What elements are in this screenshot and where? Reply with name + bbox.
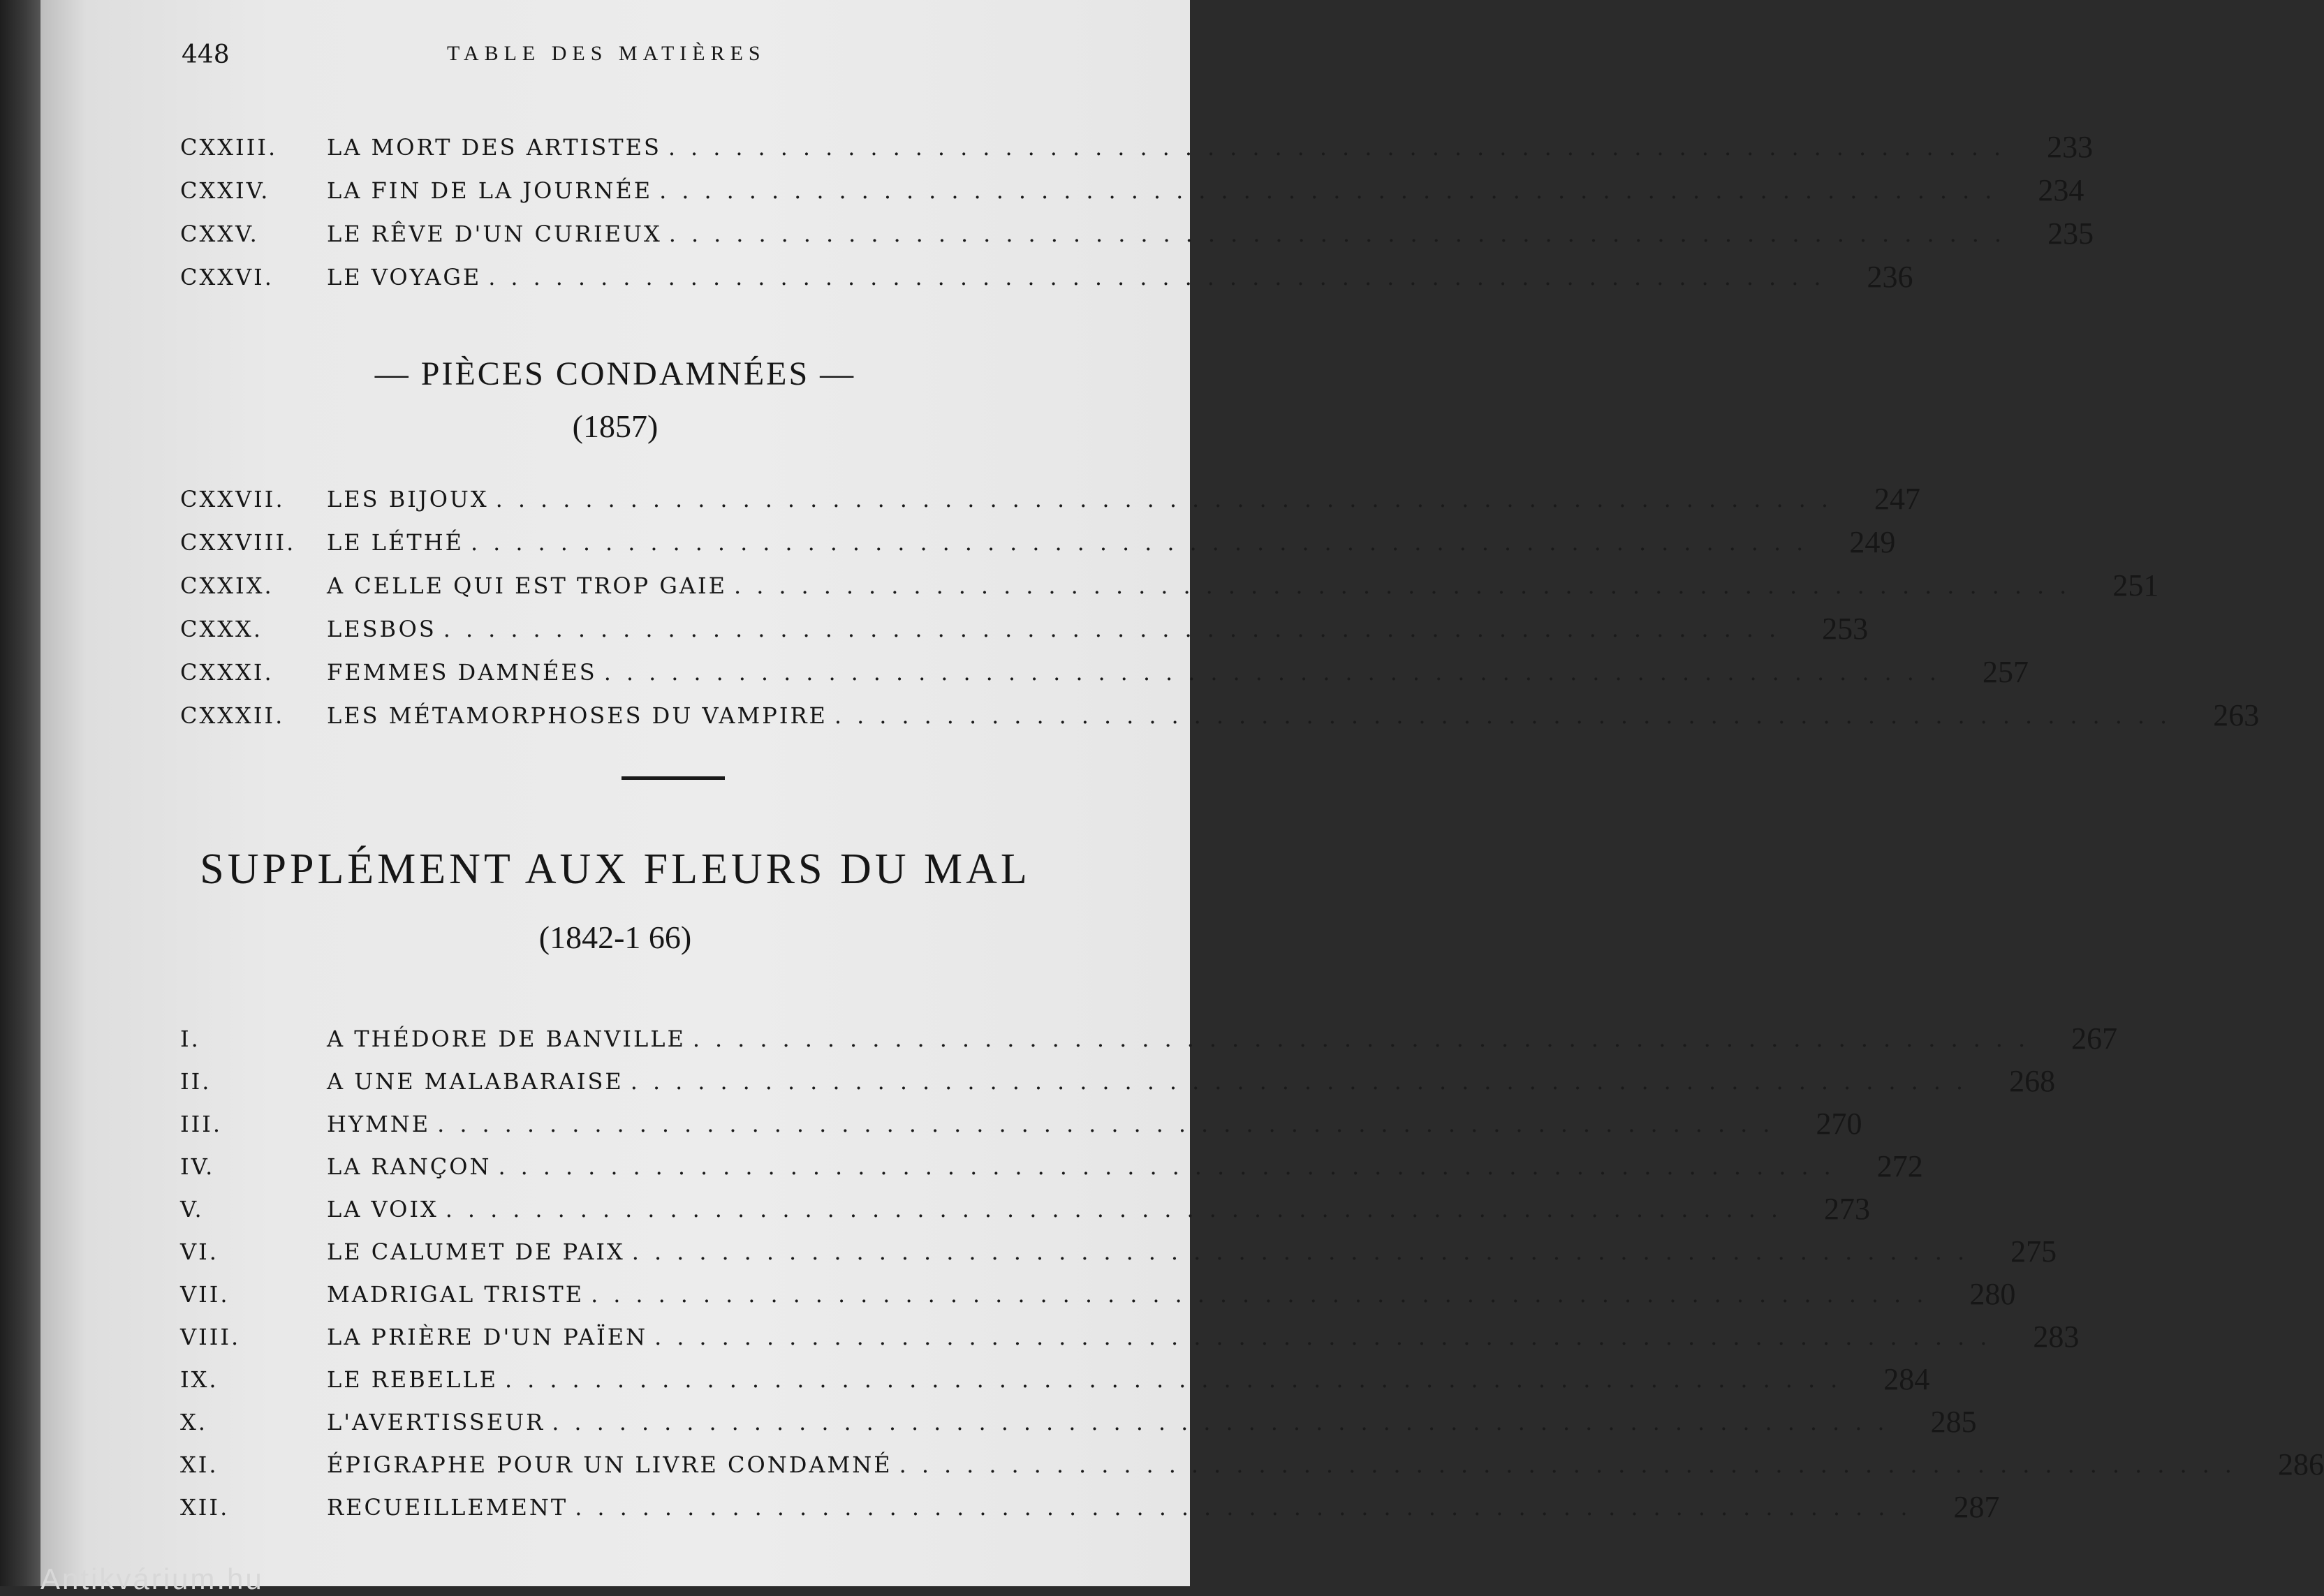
entry-title-leader: [327, 1239, 1980, 1271]
toc-entry: [180, 1313, 2080, 1356]
dot-leader: ............................................................: [899, 1451, 2247, 1478]
entry-title-leader: [327, 134, 2016, 166]
dot-leader: ............................................................: [552, 1409, 1900, 1435]
entry-title: LA MORT DES ARTISTES: [327, 134, 661, 161]
entry-page-number: 249: [1849, 525, 1896, 559]
entry-numeral: VIII.: [180, 1324, 241, 1350]
entry-title-leader: [327, 1451, 2247, 1484]
toc-entry: [180, 475, 1920, 518]
toc-entry: [180, 518, 1896, 561]
dot-leader: ............................................................: [654, 1324, 2003, 1350]
entry-title-leader: [327, 1153, 1846, 1185]
toc-entry: [180, 1185, 1871, 1228]
dot-leader: ............................................................: [575, 1494, 1923, 1521]
entry-numeral: IV.: [180, 1153, 215, 1180]
entry-numeral: CXXVII.: [180, 486, 285, 512]
entry-title-leader: [327, 616, 1791, 648]
entry-title-leader: [327, 1409, 1900, 1441]
entry-title-leader: [327, 702, 2182, 734]
dot-leader: ............................................................: [504, 1366, 1853, 1393]
entry-page-number: 273: [1824, 1192, 1871, 1226]
book-page: [41, 0, 2324, 1595]
entry-page-number: 253: [1822, 612, 1869, 646]
entry-page-number: 263: [2213, 698, 2260, 732]
dot-leader: ............................................................: [603, 659, 1952, 686]
section-year-supplement: (1842-1 66): [538, 919, 692, 955]
toc-section-supplement: [180, 1015, 2324, 1526]
entry-numeral: II.: [180, 1068, 212, 1095]
toc-entry: [180, 691, 2260, 734]
dot-leader: ............................................................: [630, 1068, 1979, 1095]
entry-numeral: V.: [180, 1196, 204, 1222]
entry-title-leader: [327, 659, 1952, 691]
dot-leader: ............................................................: [488, 264, 1837, 290]
entry-title: A UNE MALABARAISE: [327, 1068, 624, 1095]
toc-entry: [180, 253, 1913, 296]
entry-title-leader: [327, 1068, 1978, 1100]
entry-page-number: 285: [1930, 1405, 1977, 1439]
entry-numeral: IX.: [180, 1366, 219, 1393]
entry-page-number: 280: [1969, 1277, 2016, 1311]
section-divider-rule: [622, 776, 725, 780]
toc-entry: [180, 1228, 2057, 1271]
entry-numeral: III.: [180, 1111, 223, 1137]
toc-entry: [180, 1015, 2118, 1058]
entry-numeral: VII.: [180, 1281, 230, 1308]
dot-leader: ............................................................: [443, 616, 1792, 642]
entry-page-number: 287: [1953, 1490, 2000, 1524]
entry-numeral: CXXXII.: [180, 702, 285, 729]
entry-title: FEMMES DAMNÉES: [327, 659, 597, 686]
book-spine: [0, 0, 41, 1586]
toc-entry: [180, 166, 2084, 209]
entry-page-number: 275: [2010, 1234, 2057, 1269]
dot-leader: ............................................................: [659, 177, 2008, 204]
section-heading-pieces-condamnees: — PIÈCES CONDAMNÉES —: [374, 355, 856, 392]
entry-title: LA RANÇON: [327, 1153, 492, 1180]
dot-leader: ............................................................: [668, 134, 2017, 161]
entry-title-leader: [327, 1026, 2040, 1058]
dot-leader: ............................................................: [591, 1281, 1939, 1308]
entry-page-number: 272: [1876, 1149, 1923, 1183]
entry-page-number: 236: [1867, 260, 1913, 294]
toc-entry: [180, 1356, 1930, 1398]
entry-title: LES BIJOUX: [327, 486, 489, 512]
entry-title: LES MÉTAMORPHOSES DU VAMPIRE: [327, 702, 828, 729]
entry-title: A THÉDORE DE BANVILLE: [327, 1026, 686, 1052]
entry-title: LA VOIX: [327, 1196, 439, 1222]
entry-numeral: CXXX.: [180, 616, 263, 642]
toc-entry: [180, 1058, 2056, 1100]
page-header: [41, 40, 1190, 82]
toc-entry: [180, 1271, 2016, 1313]
entry-title-leader: [327, 1494, 1923, 1526]
entry-title: LESBOS: [327, 616, 436, 642]
entry-numeral: XI.: [180, 1451, 219, 1478]
entry-numeral: X.: [180, 1409, 207, 1435]
toc-entry: [180, 1484, 2000, 1526]
dot-leader: ............................................................: [734, 572, 2082, 599]
entry-numeral: CXXIII.: [180, 134, 278, 161]
entry-numeral: CXXXI.: [180, 659, 274, 686]
entry-page-number: 235: [2047, 216, 2094, 251]
dot-leader: ............................................................: [471, 529, 1819, 556]
section-year-pieces-condamnees: (1857): [572, 408, 659, 444]
entry-page-number: 270: [1816, 1107, 1862, 1141]
entry-numeral: XII.: [180, 1494, 230, 1521]
toc-entry: [180, 648, 2029, 691]
entry-title-leader: [327, 221, 2017, 253]
toc-entry: [180, 605, 1869, 648]
dot-leader: ............................................................: [495, 486, 1844, 512]
entry-page-number: 234: [2038, 173, 2084, 207]
dot-leader: ............................................................: [437, 1111, 1786, 1137]
entry-title-leader: [327, 1111, 1785, 1143]
entry-page-number: 286: [2277, 1447, 2324, 1482]
entry-title-leader: [327, 486, 1844, 518]
toc-section-pieces-condamnees: [180, 475, 2260, 734]
entry-page-number: 233: [2047, 130, 2094, 164]
entry-title-leader: [327, 1366, 1853, 1398]
entry-title: LE LÉTHÉ: [327, 529, 464, 556]
entry-title: A CELLE QUI EST TROP GAIE: [327, 572, 728, 599]
dot-leader: ............................................................: [692, 1026, 2041, 1052]
entry-title-leader: [327, 177, 2007, 209]
entry-page-number: 267: [2071, 1021, 2118, 1056]
entry-title: LE REBELLE: [327, 1366, 498, 1393]
toc-entry: [180, 1100, 1862, 1143]
dot-leader: ............................................................: [445, 1196, 1794, 1222]
entry-title: LA FIN DE LA JOURNÉE: [327, 177, 653, 204]
dot-leader: ............................................................: [834, 702, 2183, 729]
page-number: 448: [182, 40, 230, 69]
toc-entry: [180, 561, 2159, 605]
entry-page-number: 247: [1874, 482, 1920, 516]
entry-title: LA PRIÈRE D'UN PAÏEN: [327, 1324, 648, 1350]
entry-title: LE RÊVE D'UN CURIEUX: [327, 221, 662, 247]
dot-leader: ............................................................: [631, 1239, 1980, 1265]
section-heading-supplement: SUPPLÉMENT AUX FLEURS DU MAL: [200, 845, 1031, 893]
entry-title-leader: [327, 1324, 2002, 1356]
toc-section-top: [180, 123, 2094, 296]
entry-title: LE CALUMET DE PAIX: [327, 1239, 625, 1265]
entry-numeral: CXXIX.: [180, 572, 274, 599]
running-title: TABLE DES MATIÈRES: [447, 42, 766, 65]
entry-numeral: CXXVI.: [180, 264, 274, 290]
entry-title-leader: [327, 1281, 1939, 1313]
entry-page-number: 251: [2112, 568, 2159, 603]
entry-page-number: 257: [1983, 655, 2029, 689]
dot-leader: ............................................................: [498, 1153, 1846, 1180]
entry-title-leader: [327, 1196, 1793, 1228]
entry-numeral: CXXIV.: [180, 177, 270, 204]
entry-numeral: VI.: [180, 1239, 219, 1265]
entry-numeral: CXXVIII.: [180, 529, 296, 556]
toc-entry: [180, 1441, 2324, 1484]
entry-title-leader: [327, 572, 2082, 605]
entry-title: MADRIGAL TRISTE: [327, 1281, 584, 1308]
entry-title: RECUEILLEMENT: [327, 1494, 568, 1521]
entry-title: LE VOYAGE: [327, 264, 482, 290]
toc-entry: [180, 123, 2094, 166]
entry-page-number: 283: [2033, 1320, 2080, 1354]
watermark: Antikvárium.hu: [41, 1562, 264, 1595]
entry-title: ÉPIGRAPHE POUR UN LIVRE CONDAMNÉ: [327, 1451, 892, 1478]
entry-title-leader: [327, 264, 1837, 296]
entry-page-number: 284: [1883, 1362, 1930, 1396]
dot-leader: ............................................................: [668, 221, 2017, 247]
toc-entry: [180, 1398, 1977, 1441]
entry-title-leader: [327, 529, 1818, 561]
toc-entry: [180, 1143, 1923, 1185]
entry-numeral: CXXV.: [180, 221, 259, 247]
entry-title: L'AVERTISSEUR: [327, 1409, 545, 1435]
toc-entry: [180, 209, 2094, 253]
entry-numeral: I.: [180, 1026, 200, 1052]
entry-title: HYMNE: [327, 1111, 431, 1137]
entry-page-number: 268: [2009, 1064, 2056, 1098]
